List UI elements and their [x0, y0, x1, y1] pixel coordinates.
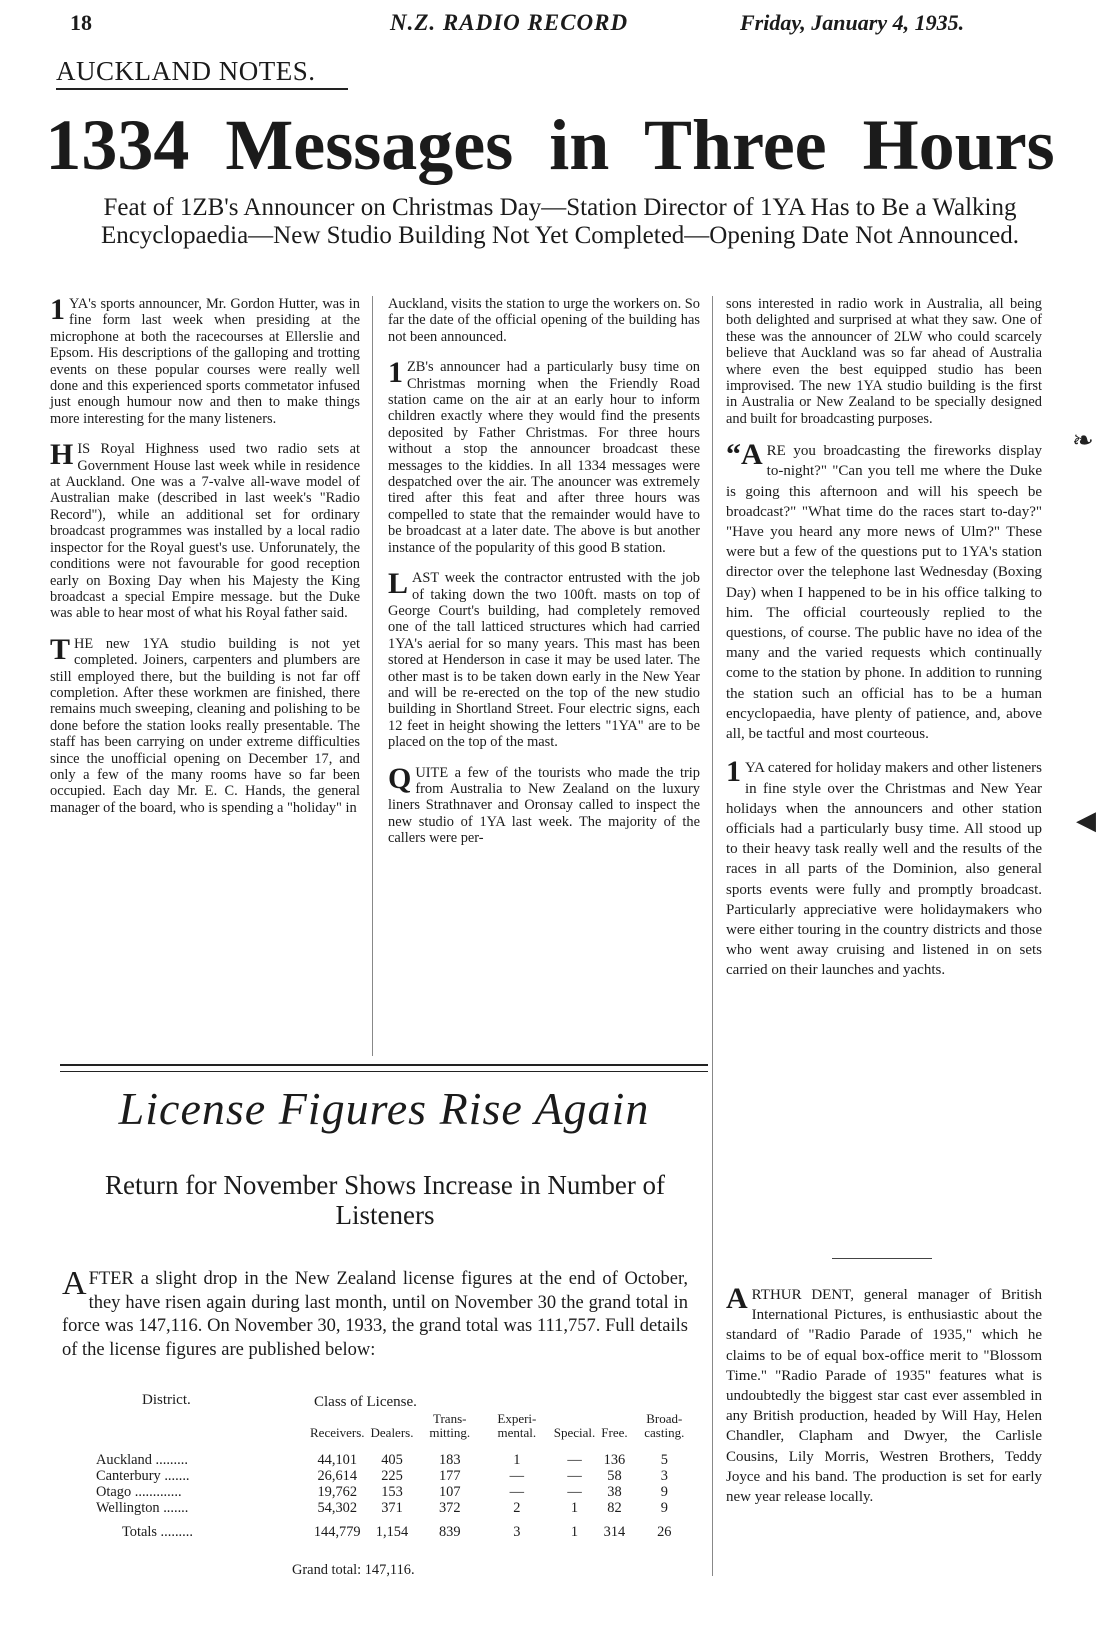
table-cell: 144,779 — [313, 1524, 361, 1540]
table-header: Dealers. — [370, 1425, 414, 1440]
table-cell: — — [567, 1452, 582, 1468]
district-name: Wellington ....... — [96, 1500, 189, 1516]
paragraph-text: YA's sports announcer, Mr. Gordon Hutter, was in fine form last week when presiding at the microphone at both the racecourses at Ellerslie and Epsom. His descriptions of the galloping and trotting events on these popular courses were really well done and this experienced sports commetator infused just enough humour now and then to make things more interesting for the many listeners. — [50, 296, 360, 427]
table-header: Trans-mitting. — [429, 1411, 471, 1440]
drop-initial: 1 — [726, 755, 741, 789]
table-cell: 183 — [438, 1452, 461, 1468]
drop-initial: H — [50, 438, 74, 472]
table-header: Receivers. — [310, 1425, 365, 1440]
paragraph-text: UITE a few of the tourists who made the trip from Australia to New Zealand on the luxury liners Strathnaver and Oronsay called to inspect the new studio of 1YA last week. The majority of the callers were per- — [388, 764, 700, 847]
section-label: AUCKLAND NOTES. — [56, 56, 316, 86]
table-cell: 38 — [607, 1484, 622, 1500]
table-row — [92, 1500, 698, 1516]
publication-title: N.Z. RADIO RECORD — [390, 10, 629, 35]
table-cell: 107 — [438, 1484, 461, 1500]
table-header-row — [92, 1412, 698, 1440]
table-cell: 2 — [513, 1500, 521, 1516]
license-headline: License Figures Rise Again — [118, 1083, 650, 1134]
paragraph-text: AST week the contractor entrusted with the job of taking down the two 100ft. masts on top of George Court's building, had completely removed one of the tall latticed structures which had carried 1YA's aerial for so many years. This mast has been stored at Henderson in case it may be used later. The other mast is to be taken down early in the New Year and will be re-erected on the top of the new studio building in Shortland Street. Four electric signs, each 12 feet in height showing the letters "1YA" are to be placed on the top of the mast. — [388, 570, 700, 751]
drop-initial: A — [726, 1282, 748, 1315]
paragraph-text: RTHUR DENT, general manager of British International Pictures, is enthusiastic about the standard of "Radio Parade of 1935," which he claims to be of equal box-office merit to "Blossom Time." "Radio Parade of 1935" features what is undoubtedly the biggest star cast ever assembled in any British production, headed by Will Hay, Helen Chandler, Clapham and Dwyer, the Carlisle Cousins, Lily Morris, Westren Brothers, Teddy Joyce and his band. The production is set for early new year release locally. — [726, 1287, 1042, 1506]
paragraph-text: HE new 1YA studio building is not yet completed. Joiners, carpenters and plumbers are still employed there, but the building is not far off completion. After these workmen are finished, there remains much sweeping, cleaning and polishing to be done before the station looks really presentable. The staff has been carrying on under extreme difficulties since the unofficial opening on December 17, and only a few of the many rooms have so far been occupied. Each day Mr. E. C. Hands, the general manager of the board, who is spending a "holiday" in — [50, 635, 360, 816]
paragraph-text: FTER a slight drop in the New Zealand license figures at the end of October, they have risen again during last month, until on November 30 the grand total in force was 147,116. On November 30, 1933, the grand total was 111,757. Full details of the license figures are published below: — [62, 1269, 688, 1360]
paragraph — [50, 438, 360, 622]
table-cell: — — [509, 1484, 525, 1500]
table-cell: 372 — [438, 1500, 461, 1516]
paragraph-text: YA catered for holiday makers and other listeners in fine style over the Christmas and New Year holidays when the announcers and other station officials had a particularly busy time. All stood up to their heavy task really well and the results of the races in all parts of the Dominion, also general sports events were fully and promptly broadcast. Particularly appreciative were holidaymakers who were either touring in the country districts and those who went away cruising and listened in on sets carried on their launches and yachts. — [726, 760, 1042, 979]
table-cell: 314 — [603, 1524, 626, 1540]
table-row — [92, 1468, 698, 1484]
table-cell: — — [567, 1468, 582, 1484]
table-cell: 3 — [513, 1524, 521, 1540]
district-name: Canterbury ....... — [96, 1468, 190, 1484]
table-cell: 26 — [657, 1524, 672, 1540]
table-cell: — — [509, 1468, 525, 1484]
page-header — [0, 6, 1114, 40]
paragraph — [726, 438, 1042, 744]
paragraph — [726, 755, 1042, 980]
license-figures-table — [92, 1412, 698, 1540]
paragraph — [388, 296, 700, 345]
class-label: Class of License. — [314, 1394, 417, 1410]
paragraph — [50, 293, 360, 427]
table-cell: 26,614 — [317, 1468, 358, 1484]
scan-mark-icon: ◀ — [1076, 806, 1096, 835]
table-cell: 19,762 — [317, 1484, 358, 1500]
table-cell: 405 — [381, 1452, 403, 1468]
table-cell: 153 — [381, 1484, 403, 1500]
paragraph — [726, 1282, 1042, 1507]
table-cell: 82 — [607, 1500, 622, 1516]
grand-total: Grand total: 147,116. — [292, 1562, 415, 1578]
main-headline: 1334 Messages in Three Hours — [45, 105, 1055, 185]
section-rule — [56, 88, 348, 90]
drop-initial: “A — [726, 438, 763, 472]
paragraph — [50, 632, 360, 816]
column-divider — [372, 296, 373, 1056]
paragraph-text: ZB's announcer had a particularly busy time on Christmas morning when the Friendly Road station came on the air at an early hour to inform children exactly where they would find the presents deposited by Father Christmas. For three hours without a stop the announcer broadcast these messages to the kiddies. In all 1334 messages were despatched over the air. The anouncer was extremely tired after this feat and after three hours was compelled to state that the remainder would have to be broadcast at a later date. The above is but another instance of the popularity of this good B station. — [388, 359, 700, 556]
paragraph — [388, 567, 700, 751]
table-cell: 3 — [660, 1468, 668, 1484]
paragraph-text: sons interested in radio work in Australia, all being both delighted and surprised at what they saw. One of these was the announcer of 2LW who could scarcely believe that Auckland was so far ahead of Australia where even the best equipped studio has been improvised. The new 1YA studio building is the first in Australia or New Zealand to be specially designed and built for broadcasting purposes. — [726, 296, 1042, 427]
subheadline: Feat of 1ZB's Announcer on Christmas Day—Station Director of 1YA Has to Be a Walking Encyclopaedia—New Studio Building Not Yet Completed—Opening Date Not Announced. — [101, 194, 1019, 249]
totals-label: Totals ......... — [122, 1524, 193, 1540]
article-column-4 — [726, 1282, 1042, 1521]
drop-initial: T — [50, 632, 71, 666]
table-row — [92, 1484, 698, 1500]
table-cell: 225 — [381, 1468, 403, 1484]
table-cell: 54,302 — [317, 1500, 358, 1516]
license-subheadline: Return for November Shows Increase in Number of Listeners — [104, 1170, 666, 1230]
district-label: District. — [142, 1392, 191, 1408]
drop-initial: Q — [388, 761, 412, 795]
story-divider — [60, 1064, 708, 1072]
table-cell: 136 — [603, 1452, 626, 1468]
table-cell: 839 — [438, 1524, 461, 1540]
table-header-blank — [92, 1412, 307, 1440]
paragraph-text: IS Royal Highness used two radio sets at Government House last week while in residence at Auckland. One was a 7-valve all-wave model of Australian make (described in last week's "Radio Record"), while an additional set for ordinary broadcast programmes was installed by a local radio inspector for the Royal guest's use. Unforunately, the conditions were not favourable for good reception early on Boxing Day when his Majesty the King broadcast a special Empire message. but the Duke was able to hear most of what his Royal father said. — [50, 441, 360, 622]
table-cell: 1,154 — [375, 1524, 409, 1540]
table-row — [92, 1452, 698, 1468]
paragraph-text: RE you broadcasting the fireworks display to-night?" "Can you tell me where the Duke is going this afternoon and will his speech be broadcast?" "What time do the races start to-day?" "Have you heard any more news of Ulm?" These were but a few of the questions put to 1YA's station director over the telephone last Wednesday (Boxing Day) when I happened to be in his office talking to him. The official courteously replied to the questions, of course. The public have no idea of the many and the varied requests which continually come to the station by phone. In addition to running the station such an official has to be a human encyclopaedia, have plenty of patience, and, above all, be tactful and most courteous. — [726, 443, 1042, 743]
drop-initial: L — [388, 567, 409, 601]
table-header: Free. — [601, 1425, 628, 1440]
district-name: Otago ............. — [96, 1484, 182, 1500]
table-cell: — — [567, 1484, 582, 1500]
table-cell: 9 — [660, 1500, 668, 1516]
district-name: Auckland ......... — [96, 1452, 188, 1468]
table-header: Special. — [553, 1425, 596, 1440]
scan-mark-icon: ❧ — [1072, 426, 1094, 455]
article-column-2 — [388, 296, 700, 861]
paragraph — [388, 356, 700, 556]
page-number: 18 — [70, 10, 92, 35]
drop-initial: A — [62, 1265, 87, 1302]
table-cell: 1 — [513, 1452, 521, 1468]
issue-date: Friday, January 4, 1935. — [740, 10, 965, 35]
totals-row — [92, 1524, 698, 1540]
license-body — [62, 1265, 688, 1362]
story-separator — [832, 1258, 932, 1259]
paragraph-text: Auckland, visits the station to urge the workers on. So far the date of the official opening of the building has not been announced. — [388, 296, 700, 345]
table-cell: 1 — [570, 1500, 579, 1516]
article-column-3 — [726, 296, 1042, 995]
article-column-1 — [50, 293, 360, 830]
table-cell: 5 — [660, 1452, 668, 1468]
table-cell: 9 — [660, 1484, 668, 1500]
table-cell: 58 — [607, 1468, 622, 1484]
table-cell: 371 — [381, 1500, 403, 1516]
drop-initial: 1 — [388, 356, 403, 390]
table-cell: 44,101 — [317, 1452, 358, 1468]
drop-initial: 1 — [50, 293, 65, 326]
paragraph — [726, 296, 1042, 427]
table-header: Broad-casting. — [644, 1411, 685, 1440]
paragraph — [388, 761, 700, 847]
table-cell: 1 — [570, 1524, 579, 1540]
table-cell: 177 — [438, 1468, 461, 1484]
column-divider — [712, 296, 713, 1576]
table-header: Experi-mental. — [497, 1411, 537, 1440]
